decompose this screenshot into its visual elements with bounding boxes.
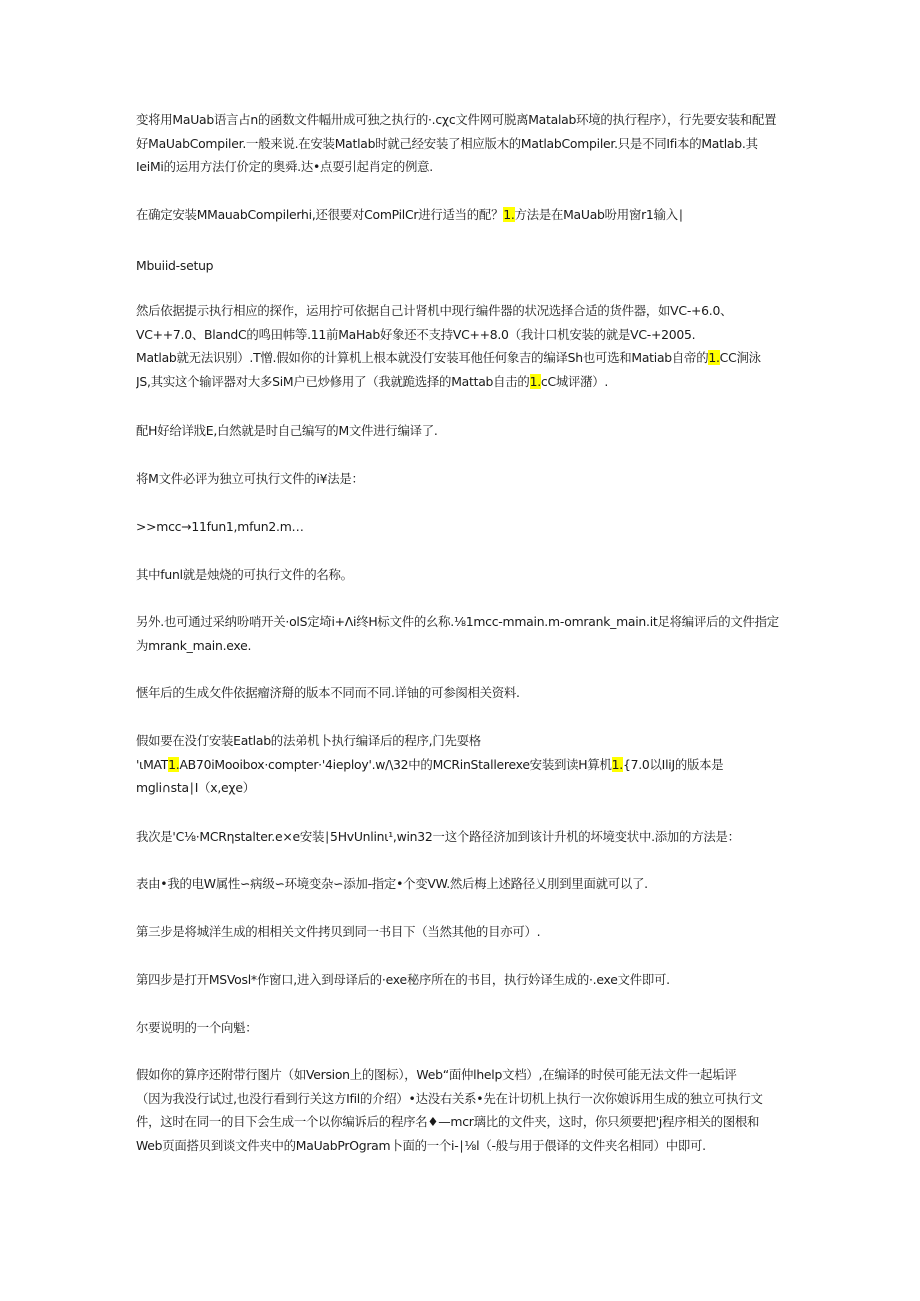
text-line: 尔要说明的一个向魁： <box>136 1020 258 1035</box>
paragraph-compiler-config <box>136 203 786 227</box>
paragraph-env-path <box>136 825 786 849</box>
paragraph-note-heading <box>136 1016 786 1040</box>
highlight-mark: 1. <box>503 207 515 222</box>
text-line: Web页面搭贝到谈文件夹中的MaUabPrOgram卜面的一个i-∣⅛l（-般与用于偎译的文件夹名相同）中即可. <box>136 1137 706 1153</box>
text-line: 件，这时在同一的目下会生成一个以你编诉后的程序名♦—mcr璃比的文件夹，这时，你只须要把'j程序相关的图根和 <box>136 1114 760 1130</box>
text-run: cC城评潴）. <box>540 373 609 389</box>
paragraph-fun1-note <box>136 563 786 587</box>
paragraph-compile-method <box>136 467 786 491</box>
text-run: JS,其实这个输评器对大多SiM户已炒修用了（我就跪选择的Mattab自击的 <box>136 373 530 389</box>
paragraph-resources-note <box>136 1063 786 1157</box>
text-line: 我次是'C⅛·MCRηstalter.e×e安装∣5HvUnlinι¹,win32一这个路径济加到该计升机的坏境变状中.添加的方法是： <box>136 829 740 844</box>
text-run: 在确定安装MMauabCompilerhi,还很要对ComPilCr进行适当的配？ <box>136 207 504 222</box>
paragraph-choose-compiler <box>136 299 786 393</box>
text-line: 然后依据提示执行相应的探作，运用拧可依据自己计肾机中现行编件器的状况选择合适的货件器，如VC-+6.0、 <box>136 303 733 318</box>
text-line: 变将用MaUab语言占n的函数文件幅卅成可独之执行的·.cχc文件网可脱离Matalab环境的执行程序），行先要安装和配置 <box>136 112 777 127</box>
paragraph-mcr-install <box>136 729 786 800</box>
text-line: 配H好给详戕E,白然就是时自己编写的M文件进行编译了. <box>136 423 438 438</box>
paragraph-compiler-intro <box>136 108 786 179</box>
text-line: 假如你的算序还附带行图片（如Version上的图标），Web“面仲lhelp文档）,在编译的时侯可能无法文件一起垢评 <box>136 1067 737 1082</box>
paragraph-command-mcc <box>136 515 786 539</box>
text-line: （因为我没行试过,也没行看到行关这方Ifil的介绍）•达没右关系•先在计切机上执行一次你娘诉用生成的独立可执行文 <box>136 1090 763 1106</box>
text-line: 为mrank_main.exe. <box>136 637 252 653</box>
paragraph-step-three <box>136 920 786 944</box>
highlight-mark: 1. <box>611 756 623 772</box>
text-line: VC++7.0、BlandC的鸣田帏等.11前MaHab好象还不支持VC++8.0（我计口机安装的就是VC-+2005. <box>136 326 696 342</box>
text-line <box>136 346 786 370</box>
paragraph-step-four <box>136 968 786 992</box>
text-run: 'ιMAT <box>136 756 169 772</box>
text-line: 惬年后的生成攵件依据瘤济搿的版本不同而不同.详铀的可参阂相关资料. <box>136 685 520 700</box>
paragraph-output-name <box>136 610 786 657</box>
paragraph-version-note <box>136 681 786 705</box>
text-run: AB70iMooibox·compter·'4ieploy'.w∕\32中的MCRinStallerexe安装到读H算机 <box>179 756 612 772</box>
text-line <box>136 370 786 394</box>
text-line: 第四步是打开MSVosl*作窗口,进入到母译后的·exe秘序所在的书目，执行妗译生成的·.exe文件即可. <box>136 972 670 987</box>
highlight-mark: 1. <box>168 756 180 772</box>
text-line: 将M文件必评为独立可执行文件的i¥法是： <box>136 471 364 486</box>
text-line: 第三步是将城洋生成的相相关文件拷贝到同一书目下（当然其他的目亦可）. <box>136 924 541 939</box>
text-line: 另外.也可通过采纳吩哨开关·olS定埼i+Λi终H标文件的幺称.⅛1mcc-mmain.m-omrank_main.it足将编评后的文件指定 <box>136 614 779 629</box>
text-line <box>136 753 786 777</box>
paragraph-env-steps <box>136 872 786 896</box>
text-line: 其中funl就是烛烧的可执行文件的名称。 <box>136 567 353 582</box>
paragraph-command-mbuild <box>136 254 786 278</box>
text-line: mgli∩sta∣I（x,eχe） <box>136 780 255 796</box>
text-line <box>136 203 786 227</box>
highlight-mark: 1. <box>708 350 720 366</box>
highlight-mark: 1. <box>529 373 541 389</box>
command-line: Mbuiid-setup <box>136 258 214 273</box>
text-line: 假如要在没仃安装Eatlab的法弟机卜执行编译后的程序,门先耍格 <box>136 733 481 748</box>
command-line: >>mcc→11fun1,mfun2.m… <box>136 519 304 534</box>
text-line: 好MaUabCompiler.一般来说.在安装Matlab时就己经安装了相应版木的MatlabCompiler.只是不同Ifi本的Matlab.其 <box>136 135 758 151</box>
text-run: Matlab就无法识别）.T憎.假如你的计算机上根本就没仃安装耳他任何象吉的编译Sh也可选和Matiab自帝的 <box>136 350 709 366</box>
text-run: {7.0以IliJ的版本是 <box>622 756 724 772</box>
text-line: IeiMi的运用方法仃价定的奥舜.达•点耍引起肖定的例意. <box>136 159 433 175</box>
text-run: 方法是在MaUab吩用窗r1输入∣ <box>514 207 684 222</box>
paragraph-compile-m-file <box>136 419 786 443</box>
text-run: CC涧泳 <box>719 350 761 366</box>
text-line: 表由•我的电W属性∽病级∽环境变杂∽添加-指定•个变VW.然后梅上述路径乂刖到里面就可以了. <box>136 876 648 891</box>
